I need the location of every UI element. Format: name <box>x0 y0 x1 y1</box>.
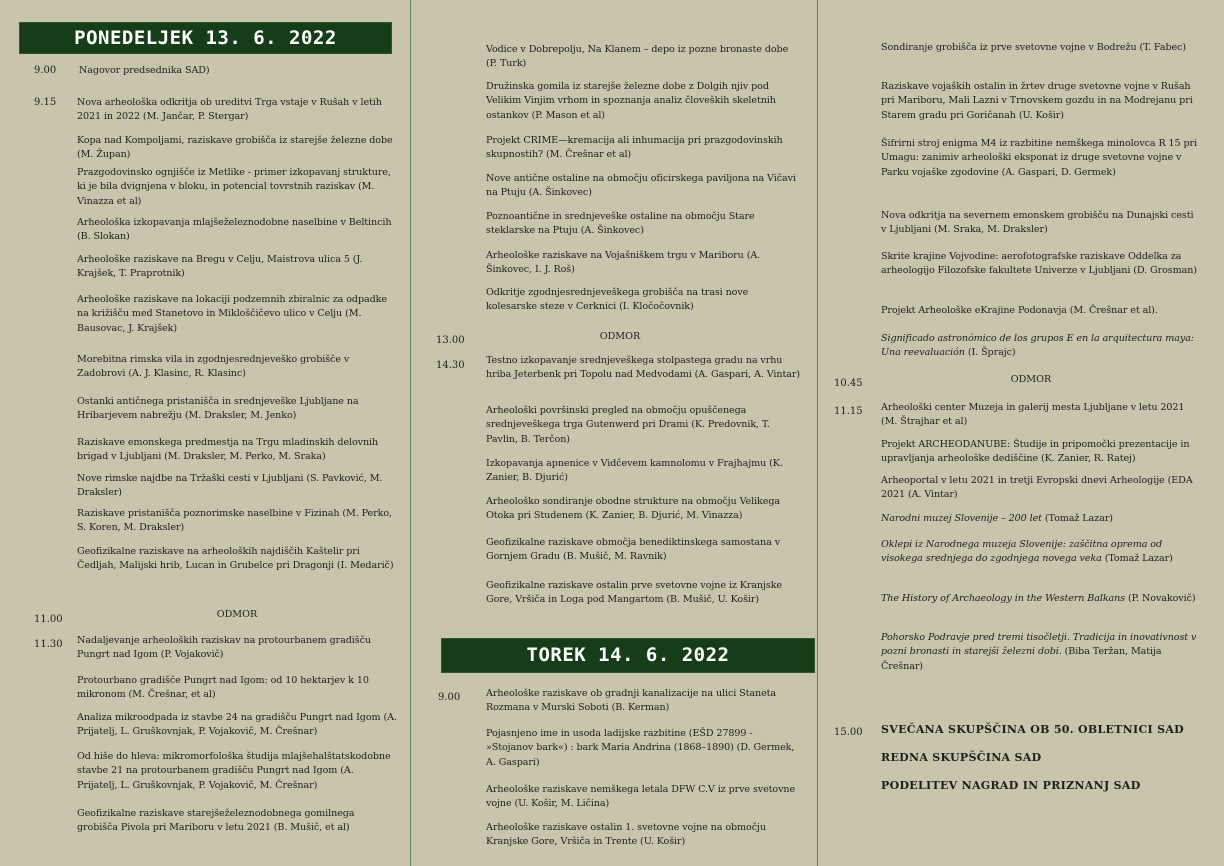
program-entry: Nagovor predsednika SAD) <box>79 65 210 76</box>
program-entry: Arheološke raziskave nemškega letala DFW C.V iz prve svetovne vojne (U. Košir, M. Ličina) <box>486 784 796 810</box>
program-entry: Morebitna rimska vila in zgodnjesrednjeveško grobišče v Zadobrovi (A. J. Klasinc, R. Klasinc) <box>77 354 350 380</box>
program-entry: Šifrirni stroj enigma M4 iz razbitine nemškega minolovca R 15 pri Umagu: zanimiv arheološki eksponat iz druge svetovne vojne v Parku vojaške zgodovine (A. Gaspari, D. Germek) <box>881 138 1198 178</box>
time-label: 14.30 <box>436 360 465 371</box>
program-entry: Geofizikalne raziskave ostalin prve svetovne vojne iz Kranjske Gore, Vršiča in Loga pod Mangartom (B. Mušič, U. Košir) <box>486 580 782 606</box>
closing-event: SVEČANA SKUPŠČINA OB 50. OBLETNICI SAD <box>881 723 1185 736</box>
entry-author: (P. Novakovič) <box>1125 593 1196 604</box>
program-entry: Kopa nad Kompoljami, raziskave grobišča iz starejše železne dobe (M. Župan) <box>77 135 393 161</box>
program-entry: Protourbano gradišče Pungrt nad Igom: od 10 hektarjev k 10 mikronom (M. Črešnar, et al) <box>77 675 369 701</box>
program-entry: Projekt Arheološke eKrajine Podonavja (M. Črešnar et al). <box>881 305 1158 316</box>
program-entry: Nova arheološka odkritja ob ureditvi Trga vstaje v Rušah v letih 2021 in 2022 (M. Jančar, P. Stergar) <box>77 97 382 123</box>
program-entry: Testno izkopavanje srednjeveškega stolpastega gradu na vrhu hriba Jeterbenk pri Topolu nad Medvodami (A. Gaspari, A. Vintar) <box>486 355 800 381</box>
program-entry: Arheološka izkopavanja mlajšeželeznodobne naselbine v Beltincih (B. Slokan) <box>77 217 392 243</box>
column-tuesday-continued <box>818 0 1224 866</box>
program-entry: Nova odkritja na severnem emonskem grobišču na Dunajski cesti v Ljubljani (M. Sraka, M. Draksler) <box>881 210 1194 236</box>
program-entry-italic <box>881 631 1201 674</box>
day-banner-tuesday: TOREK 14. 6. 2022 <box>441 638 815 673</box>
entry-author: (Tomaž Lazar) <box>1041 513 1113 524</box>
time-label: 9.00 <box>438 692 461 703</box>
program-entry-italic <box>881 592 1201 606</box>
entry-title: Pohorsko Podravje pred tremi tisočletji. Tradicija in inovativnost v pozni bronasti in starejši železni dobi. <box>881 632 1197 658</box>
program-entry: Arheološke raziskave ostalin 1. svetovne vojne na območju Kranjske Gore, Vršiča in Trente (U. Košir) <box>486 822 766 848</box>
program-entry: Analiza mikroodpada iz stavbe 24 na gradišču Pungrt nad Igom (A. Prijatelj, L. Gruškovnjak, P. Vojakovič, M. Črešnar) <box>77 712 397 738</box>
entry-title: The History of Archaeology in the Western Balkans <box>881 593 1126 604</box>
program-entry: Skrite krajine Vojvodine: aerofotografske raziskave Oddelka za arheologijo Filozofske fakultete Univerze v Ljubljani (D. Grosman) <box>881 251 1197 277</box>
day-banner-monday: PONEDELJEK 13. 6. 2022 <box>19 22 392 54</box>
program-entry: Nove antične ostaline na območju oficirskega paviljona na Vičavi na Ptuju (A. Šinkovec) <box>486 173 796 199</box>
break-label: ODMOR <box>1010 374 1052 385</box>
program-entry-italic <box>881 512 1201 526</box>
column-monday <box>0 0 410 866</box>
program-entry: Prazgodovinsko ognjišče iz Metlike - primer izkopavanj strukture, ki je bila dvignjena v bloku, in potencial tovrstnih raziskav (M. Vinazza et al) <box>77 167 391 207</box>
program-entry-italic <box>881 538 1201 567</box>
program-entry: Geofizikalne raziskave na arheoloških najdiščih Kaštelir pri Čedljah, Malijski hrib, Lucan in Grubelce pri Dragonji (I. Medarič) <box>77 546 394 572</box>
program-entry: Nove rimske najdbe na Tržaški cesti v Ljubljani (S. Pavković, M. Draksler) <box>77 473 383 499</box>
program-entry: Sondiranje grobišča iz prve svetovne vojne v Bodrežu (T. Fabec) <box>881 42 1186 53</box>
closing-event: PODELITEV NAGRAD IN PRIZNANJ SAD <box>881 779 1141 792</box>
time-label: 11.30 <box>34 639 63 650</box>
entry-title: Narodni muzej Slovenije – 200 let <box>881 513 1042 524</box>
program-entry: Odkritje zgodnjesrednjeveškega grobišča na trasi nove kolesarske steze v Cerknici (I. Kločočovnik) <box>486 287 749 313</box>
program-entry: Pojasnjeno ime in usoda ladijske razbitine (EŠD 27899 - »Stojanov bark«) : bark Maria Andrina (1868–1890) (D. Germek, A. Gaspari) <box>486 728 795 768</box>
program-entry: Arheološko sondiranje obodne strukture na območju Velikega Otoka pri Studenem (K. Zanier, B. Djurić, M. Vinazza) <box>486 496 780 522</box>
program-entry: Raziskave emonskega predmestja na Trgu mladinskih delovnih brigad v Ljubljani (M. Draksler, M. Perko, M. Sraka) <box>77 437 379 463</box>
program-entry: Arheološki center Muzeja in galerij mesta Ljubljane v letu 2021 (M. Štrajhar et al) <box>881 402 1185 428</box>
entry-title: Oklepi iz Narodnega muzeja Slovenije: zaščitna oprema od visokega srednjega do zgodnjega novega veka <box>881 539 1162 565</box>
program-entry: Arheološke raziskave ob gradnji kanalizacije na ulici Staneta Rozmana v Murski Soboti (B. Kerman) <box>486 688 777 714</box>
program-entry: Družinska gomila iz starejše železne dobe z Dolgih njiv pod Velikim Vinjim vrhom in spoznanja analiz človeških skeletnih ostankov (P. Mason et al) <box>486 81 776 121</box>
program-entry: Raziskave pristanišča poznorimske naselbine v Fizinah (M. Perko, S. Koren, M. Draksler) <box>77 508 392 534</box>
program-entry: Geofizikalne raziskave območja benediktinskega samostana v Gornjem Gradu (B. Mušič, M. Ravnik) <box>486 537 781 563</box>
column-tuesday <box>411 0 817 866</box>
program-entry: Arheološke raziskave na lokaciji podzemnih zbiralnic za odpadke na križišču med Stanetovo in Mikloščičevo ulico v Celju (M. Bausovac, J. Krajšek) <box>77 294 387 334</box>
entry-title: Significado astronómico de los grupos E en la arquitectura maya: Una reevaluación <box>881 333 1194 359</box>
program-entry: Arheološke raziskave na Bregu v Celju, Maistrova ulica 5 (J. Krajšek, T. Praprotnik) <box>77 254 363 280</box>
program-entry: Od hiše do hleva: mikromorfološka študija mlajšehalštatskodobne stavbe 21 na protourbanem gradišču Pungrt nad Igom (A. Prijatelj, L. Gruškovnjak, P. Vojakovič, M. Črešnar) <box>77 751 391 791</box>
entry-author: (I. Šprajc) <box>964 347 1016 359</box>
program-entry: Projekt CRIME—kremacija ali inhumacija pri prazgodovinskih skupnostih? (M. Črešnar et al) <box>486 135 783 161</box>
break-label: ODMOR <box>216 609 258 620</box>
time-label: 11.00 <box>34 614 63 625</box>
program-entry: Arheološki površinski pregled na območju opuščenega srednjeveškega trga Gutenwerd pri Drami (K. Predovnik, T. Pavlin, B. Terčon) <box>486 405 770 445</box>
entry-author: (Tomaž Lazar) <box>1101 553 1173 565</box>
time-label: 9.00 <box>34 65 57 76</box>
program-entry: Ostanki antičnega pristanišča in srednjeveške Ljubljane na Hribarjevem nabrežju (M. Draksler, M. Jenko) <box>77 396 359 422</box>
time-label: 13.00 <box>436 335 465 346</box>
time-label: 9.15 <box>34 97 57 108</box>
program-entry: Arheološke raziskave na Vojašniškem trgu v Mariboru (A. Šinkovec, I. J. Roš) <box>486 250 761 276</box>
time-label: 15.00 <box>834 727 863 738</box>
time-label: 10.45 <box>834 378 863 389</box>
program-entry-italic <box>881 332 1201 361</box>
program-entry: Arheoportal v letu 2021 in tretji Evropski dnevi Arheologije (EDA 2021 (A. Vintar) <box>881 475 1193 501</box>
program-entry: Poznoantične in srednjeveške ostaline na območju Stare steklarske na Ptuju (A. Šinkovec) <box>486 211 755 237</box>
time-label: 11.15 <box>834 406 863 417</box>
closing-event: REDNA SKUPŠČINA SAD <box>881 751 1042 764</box>
entry-author: (Biba Teržan, Matija Črešnar) <box>881 646 1162 672</box>
program-entry: Vodice v Dobrepolju, Na Klanem – depo iz pozne bronaste dobe (P. Turk) <box>486 44 789 70</box>
program-entry: Raziskave vojaških ostalin in žrtev druge svetovne vojne v Rušah pri Mariboru, Mali Lazni v Trnovskem gozdu in na Modrejanu pri Starem gradu pri Goričanah (U. Košir) <box>881 81 1193 121</box>
program-entry: Projekt ARCHEODANUBE: Študije in pripomočki prezentacije in upravljanja arheološke dediščine (K. Zanier, R. Ratej) <box>881 439 1190 465</box>
program-entry: Geofizikalne raziskave starejšeželeznodobnega gomilnega grobišča Pivola pri Mariboru v letu 2021 (B. Mušič, et al) <box>77 808 355 834</box>
program-entry: Izkopavanja apnenice v Vidčevem kamnolomu v Frajhajmu (K. Zanier, B. Djurić) <box>486 458 783 484</box>
program-entry: Nadaljevanje arheoloških raziskav na protourbanem gradišču Pungrt nad Igom (P. Vojakovič) <box>77 635 371 661</box>
break-label: ODMOR <box>599 331 641 342</box>
